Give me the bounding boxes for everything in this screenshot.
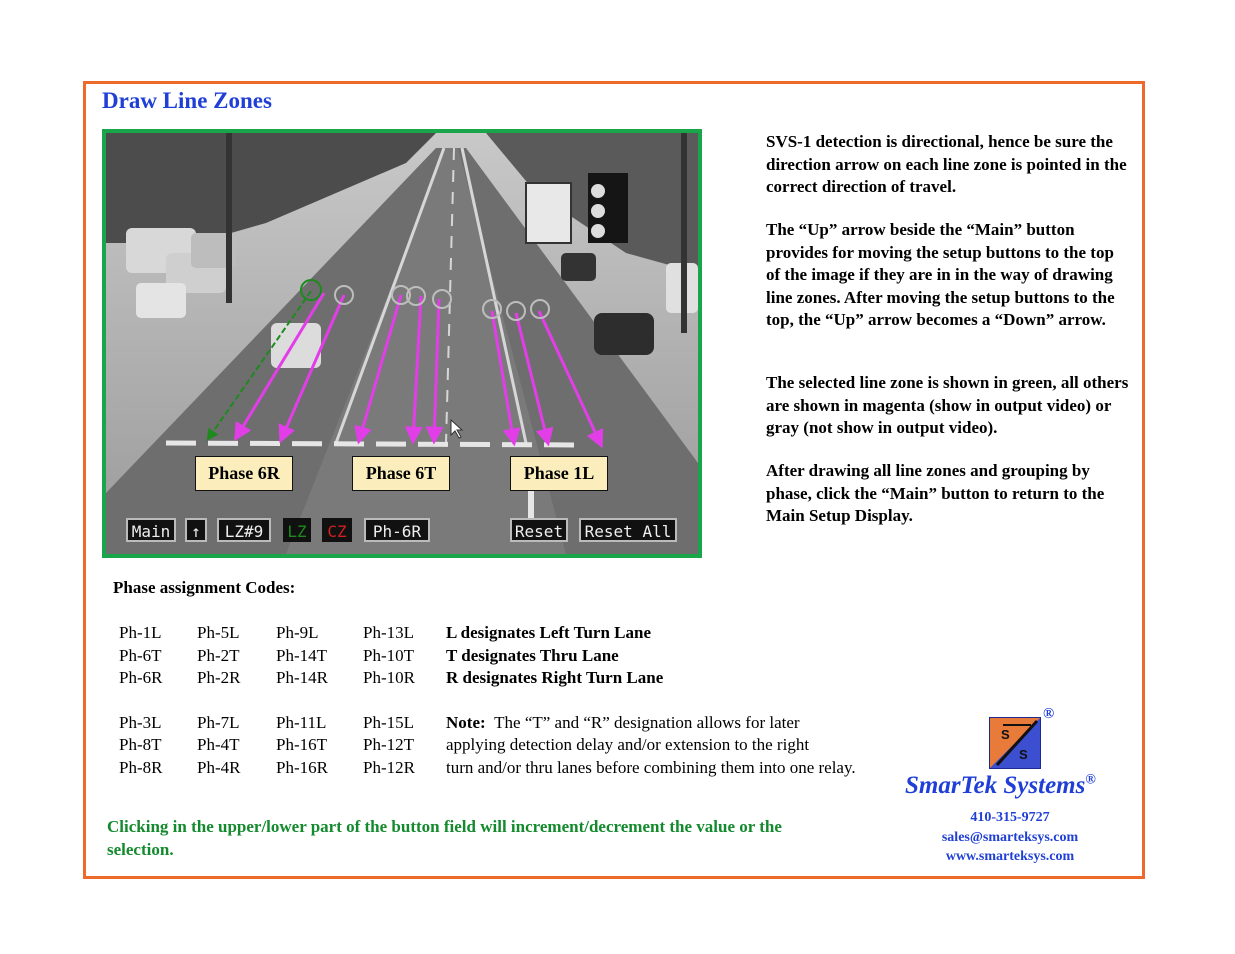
side-paragraph-return: After drawing all line zones and grouping by phase, click the “Main” button to return to the Main Setup Display.: [766, 461, 1105, 525]
company-email[interactable]: sales@smarteksys.com: [941, 830, 1079, 845]
company-registered-mark: ®: [1085, 772, 1096, 788]
phase-code: Ph-12T: [363, 735, 414, 754]
main-button[interactable]: Main: [126, 518, 176, 542]
phase-code: Ph-16R: [276, 758, 328, 777]
phase-code: Ph-8T: [119, 735, 162, 754]
phase-code: Ph-1L: [119, 623, 162, 642]
camera-view[interactable]: [102, 129, 702, 558]
company-name: [905, 772, 1096, 800]
phase-code: Ph-5L: [197, 623, 240, 642]
page-title: Draw Line Zones: [102, 88, 272, 113]
company-phone: 410-315-9727: [970, 810, 1050, 825]
logo-letter-bottom: S: [1019, 747, 1028, 762]
legend-right-turn: R designates Right Turn Lane: [446, 668, 664, 687]
phase-select-button[interactable]: Ph-6R: [364, 518, 430, 542]
legend-thru: T designates Thru Lane: [446, 646, 619, 665]
vehicle: [561, 253, 596, 281]
phase-code: Ph-4T: [197, 735, 240, 754]
button-field-note: Clicking in the upper/lower part of the button field will increment/decrement the value or the selection.: [107, 817, 782, 859]
logo-letter-top: S: [1001, 727, 1010, 742]
logo-mark-icon: [989, 717, 1041, 769]
side-paragraph-colors: The selected line zone is shown in green, all others are shown in magenta (show in output video) or gray (not show in output video).: [766, 373, 1129, 437]
phase-label-1l: Phase 1L: [510, 456, 608, 491]
company-logo: [989, 717, 1041, 769]
side-paragraph-up-arrow: The “Up” arrow beside the “Main” button provides for moving the setup buttons to the top of the image if they are in in the way of drawing line zones. After moving the setup buttons to the top, the “Up” arrow becomes a “Down” arrow.: [766, 220, 1115, 329]
note-label: Note:: [446, 713, 486, 732]
vehicle: [594, 313, 654, 355]
phase-code: Ph-10T: [363, 646, 414, 665]
company-name-text: SmarTek Systems: [905, 772, 1086, 799]
phase-code: Ph-14R: [276, 668, 328, 687]
phase-code: Ph-12R: [363, 758, 415, 777]
phase-code: Ph-10R: [363, 668, 415, 687]
phase-code: Ph-6T: [119, 646, 162, 665]
phase-code: Ph-8R: [119, 758, 163, 777]
vehicle: [271, 323, 321, 368]
phase-code: Ph-6R: [119, 668, 163, 687]
phase-code: Ph-2R: [197, 668, 241, 687]
reset-button[interactable]: Reset: [510, 518, 568, 542]
phase-code: Ph-2T: [197, 646, 240, 665]
phase-code: Ph-16T: [276, 735, 327, 754]
road-sign: [526, 183, 571, 243]
phase-code: Ph-9L: [276, 623, 319, 642]
phase-code: Ph-11L: [276, 713, 327, 732]
line-zone-number-button[interactable]: LZ#9: [217, 518, 271, 542]
logo-registered-mark: ®: [1043, 706, 1055, 722]
phase-codes-heading: Phase assignment Codes:: [113, 578, 296, 597]
note-text-1: The “T” and “R” designation allows for later: [494, 713, 800, 732]
vehicle: [136, 283, 186, 318]
phase-label-6r: Phase 6R: [195, 456, 293, 491]
note-line-2: applying detection delay and/or extension to the right: [446, 735, 810, 754]
phase-code: Ph-13L: [363, 623, 414, 642]
up-arrow-button[interactable]: ↑: [185, 518, 207, 542]
note-line-3: turn and/or thru lanes before combining them into one relay.: [446, 758, 856, 777]
cz-toggle-button[interactable]: CZ: [322, 518, 352, 542]
phase-code: Ph-3L: [119, 713, 162, 732]
phase-code: Ph-7L: [197, 713, 240, 732]
company-website[interactable]: www.smarteksys.com: [945, 849, 1075, 864]
legend-left-turn: L designates Left Turn Lane: [446, 623, 651, 642]
phase-code: Ph-15L: [363, 713, 414, 732]
phase-code: Ph-14T: [276, 646, 327, 665]
phase-label-6t: Phase 6T: [352, 456, 450, 491]
side-paragraph-direction: SVS-1 detection is directional, hence be sure the direction arrow on each line zone is pointed in the correct direction of travel.: [766, 132, 1127, 196]
phase-code: Ph-4R: [197, 758, 241, 777]
note-line-1: [446, 712, 800, 735]
reset-all-button[interactable]: Reset All: [579, 518, 677, 542]
lz-toggle-button[interactable]: LZ: [283, 518, 311, 542]
